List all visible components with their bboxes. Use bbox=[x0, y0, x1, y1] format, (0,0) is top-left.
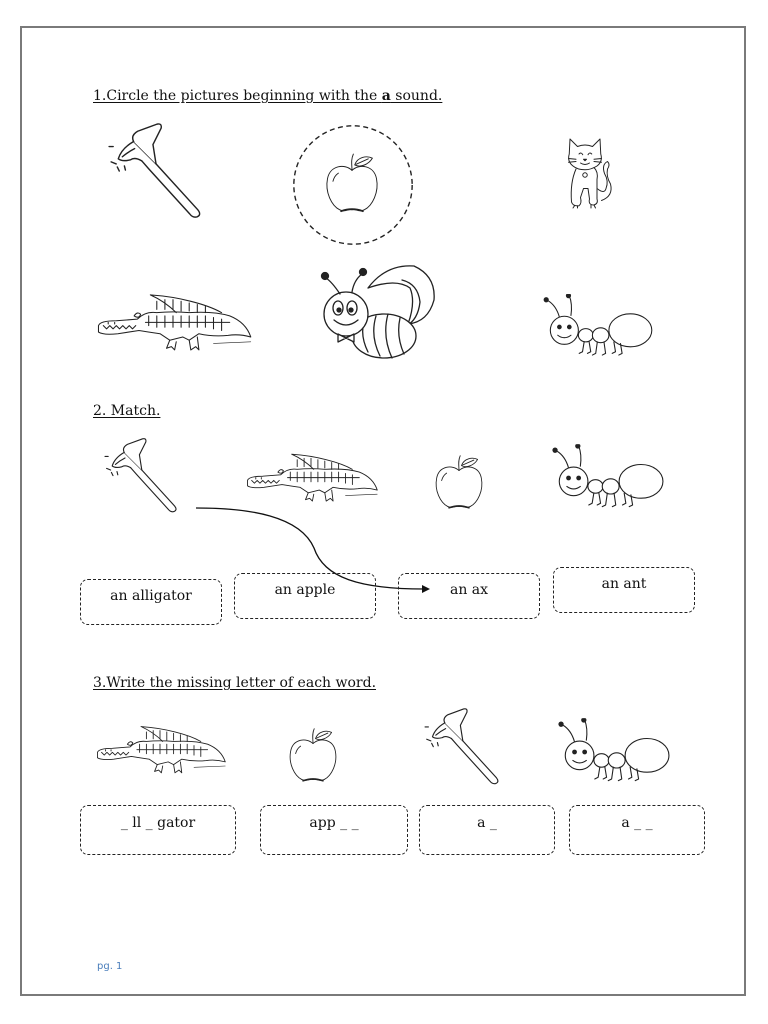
alligator-icon bbox=[92, 288, 254, 360]
section-3-heading: 3.Write the missing letter of each word. bbox=[93, 675, 377, 691]
missing-letter-box[interactable] bbox=[419, 805, 555, 855]
match-word-box[interactable] bbox=[234, 573, 376, 619]
page-number: pg. 1 bbox=[97, 961, 123, 972]
missing-letter-box[interactable] bbox=[260, 805, 408, 855]
match-word-box[interactable] bbox=[398, 573, 540, 619]
missing-letter-word: a _ bbox=[477, 815, 497, 831]
ant-icon bbox=[540, 294, 658, 360]
axe-icon bbox=[93, 118, 217, 220]
match-word: an ant bbox=[601, 576, 647, 592]
match-word: an apple bbox=[274, 582, 336, 598]
missing-letter-box[interactable] bbox=[80, 805, 236, 855]
axe-icon bbox=[93, 434, 189, 514]
axe-icon bbox=[413, 704, 511, 786]
alligator-icon bbox=[242, 448, 380, 510]
cat-icon bbox=[558, 124, 633, 220]
apple-icon bbox=[421, 452, 497, 514]
selection-circle bbox=[292, 124, 414, 246]
missing-letter-word: app _ _ bbox=[309, 815, 359, 831]
match-word: an alligator bbox=[110, 588, 192, 604]
missing-letter-word: _ ll _ gator bbox=[120, 815, 196, 831]
alligator-icon bbox=[92, 718, 228, 784]
missing-letter-word: a _ _ bbox=[621, 815, 653, 831]
ant-icon bbox=[550, 444, 668, 512]
apple-icon bbox=[276, 725, 350, 787]
match-word-box[interactable] bbox=[553, 567, 695, 613]
ant-icon bbox=[556, 718, 674, 786]
missing-letter-box[interactable] bbox=[569, 805, 705, 855]
section-1-heading: 1.Circle the pictures beginning with the a sound. bbox=[93, 88, 443, 104]
bee-icon bbox=[314, 262, 438, 362]
match-word-box[interactable] bbox=[80, 579, 222, 625]
section-2-heading: 2. Match. bbox=[93, 403, 161, 419]
match-word: an ax bbox=[449, 582, 489, 598]
